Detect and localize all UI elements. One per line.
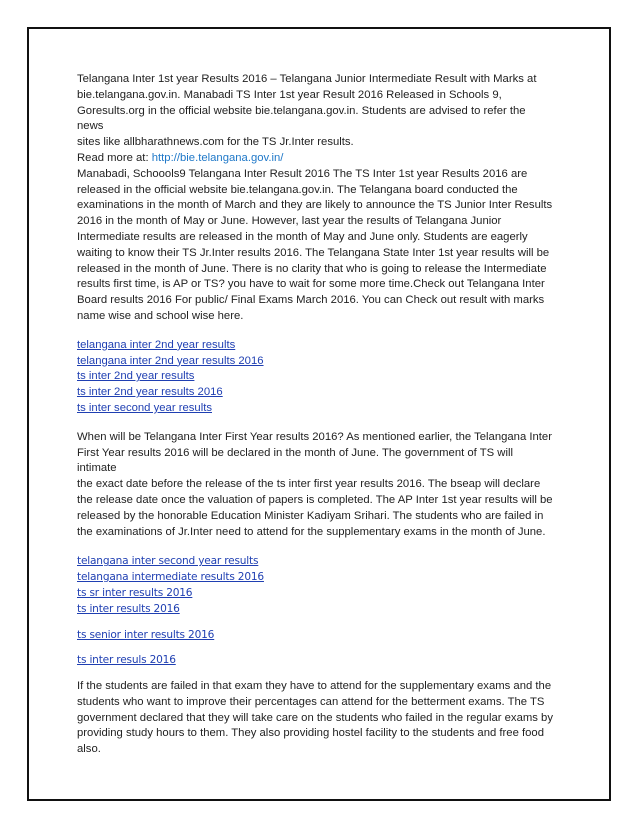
result-link[interactable]: ts inter second year results: [77, 401, 212, 414]
text-line: Intermediate results are released in the month of May and June only. Students are eagerly: [77, 230, 528, 243]
text-line: bie.telangana.gov.in. Manabadi TS Inter 1st year Result 2016 Released in Schools 9,: [77, 88, 502, 101]
text-line: Manabadi, Schoools9 Telangana Inter Result 2016 The TS Inter 1st year Results 2016 are: [77, 167, 528, 180]
text-line: 2016 in the month of May or June. However, last year the results of Telangana Junior: [77, 215, 502, 228]
text-line: When will be Telangana Inter First Year results 2016? As mentioned earlier, the Telangana Inter: [77, 430, 552, 443]
text-line: First Year results 2016 will be declared in the month of June. The government of TS will intimate: [77, 446, 513, 475]
text-line: released in the official website bie.telangana.gov.in. The Telangana board conducted the: [77, 183, 518, 196]
text-line: Board results 2016 For public/ Final Exams March 2016. You can Check out result with marks: [77, 294, 545, 307]
text-line: the exact date before the release of the ts inter first year results 2016. The bseap will declare: [77, 478, 541, 491]
text-line: released by the honorable Education Minister Kadiyam Srihari. The students who are failed in: [77, 509, 544, 522]
result-link[interactable]: telangana inter second year results: [77, 555, 259, 568]
result-link[interactable]: telangana inter 2nd year results 2016: [77, 354, 264, 367]
result-link[interactable]: telangana intermediate results 2016: [77, 571, 264, 584]
results-paragraph: [77, 167, 555, 325]
text-line: the examinations of Jr.Inter need to attend for the supplementary exams in the month of June.: [77, 525, 546, 538]
read-more-link[interactable]: http://bie.telangana.gov.in/: [151, 151, 284, 164]
text-line: If the students are failed in that exam they have to attend for the supplementary exams and the: [77, 680, 552, 693]
release-date-paragraph: [77, 430, 555, 541]
result-link[interactable]: ts inter 2nd year results 2016: [77, 386, 223, 399]
document-body: [77, 72, 555, 758]
text-line: Goresults.org in the official website bie.telangana.gov.in. Students are advised to refer the news: [77, 104, 526, 133]
result-link[interactable]: telangana inter 2nd year results: [77, 338, 236, 351]
inter-results-link[interactable]: ts inter resuls 2016: [77, 654, 176, 667]
senior-inter-link[interactable]: ts senior inter results 2016: [77, 628, 215, 641]
text-line: sites like allbharathnews.com for the TS Jr.Inter results.: [77, 136, 354, 149]
result-link[interactable]: ts inter results 2016: [77, 602, 180, 615]
text-line: examinations in the month of March and they are likely to announce the TS Junior Inter Results: [77, 199, 553, 212]
text-line: providing study hours to them. They also providing hostel facility to the students and free food: [77, 727, 545, 740]
result-link[interactable]: ts inter 2nd year results: [77, 370, 195, 383]
intro-paragraph: [77, 72, 555, 167]
text-line: government declared that they will take care on the students who failed in the regular exams by: [77, 711, 553, 724]
text-line: waiting to know their TS Jr.Inter results 2016. The Telangana State Inter 1st year results will be: [77, 246, 550, 259]
text-line: results first time, is AP or TS? you have to wait for some more time.Check out Telangana Inter: [77, 278, 545, 291]
text-line: name wise and school wise here.: [77, 309, 244, 322]
read-more-line: [77, 151, 555, 167]
read-more-label: Read more at:: [77, 151, 152, 164]
text-line: Telangana Inter 1st year Results 2016 – Telangana Junior Intermediate Result with Marks at: [77, 73, 537, 85]
result-link[interactable]: ts sr inter results 2016: [77, 586, 193, 599]
link-list-2: [77, 554, 555, 617]
text-line: also.: [77, 743, 101, 756]
supplementary-paragraph: [77, 679, 555, 758]
link-list-1: [77, 338, 555, 417]
text-line: released in the month of June. There is no clarity that who is going to release the Intermediate: [77, 262, 547, 275]
text-line: the release date once the valuation of papers is completed. The AP Inter 1st year results will be: [77, 493, 553, 506]
text-line: students who want to improve their percentages can attend for the betterment exams. The TS: [77, 695, 545, 708]
